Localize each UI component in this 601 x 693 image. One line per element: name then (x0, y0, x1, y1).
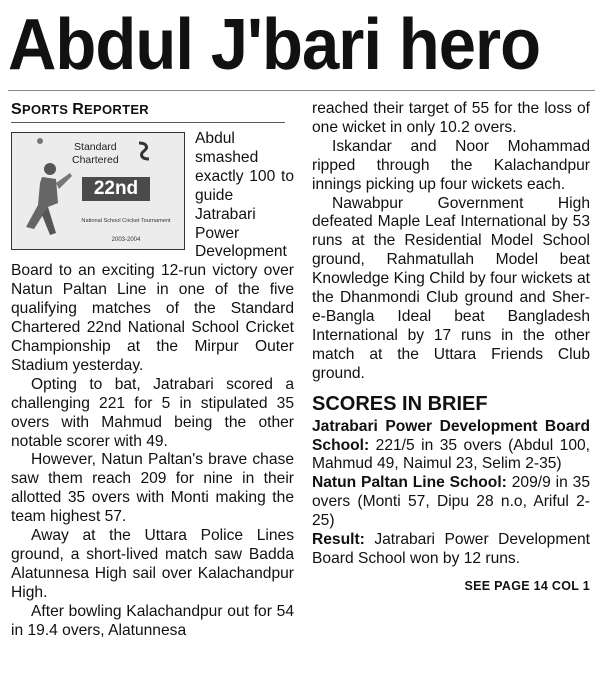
tournament-photo (11, 132, 185, 250)
scores-heading: SCORES IN BRIEF (312, 392, 488, 415)
team-2-score: 209/9 in 35 overs (Monti 57, Dipu 28 n.o, Ariful 2-25) (312, 474, 590, 530)
team-1-score: 221/5 in 35 overs (Abdul 100, Mahmud 49, Naimul 23, Selim 2-35) (312, 436, 590, 473)
team-1-name: Jatrabari Power Development Board School: (312, 417, 590, 454)
byline-initial-s: S (11, 101, 22, 118)
paragraph-6: reached their target of 55 for the loss of one wicket in only 10.2 overs. (312, 100, 590, 136)
byline (11, 100, 294, 120)
brand-line-1: Standard (74, 141, 117, 153)
result-text: Jatrabari Power Development Board School won by 12 runs. (312, 531, 590, 567)
paragraph-8: Nawabpur Government High defeated Maple Leaf International by 53 runs at the Residential Model School ground, Rahmatullah Model beat Knowledge King Child by four wickets at the Dhanmondi Club ground and Sher-e-Bangla Ideal beat Bangladesh International by 17 runs in the other match at the Uttara Friends Club ground. (312, 194, 590, 382)
paragraph-2: Opting to bat, Jatrabari scored a challenging 221 for 5 in stipulated 35 overs with Mahmud being the other notable scorer with 49. (11, 375, 294, 450)
team-2-name: Natun Paltan Line School: (312, 474, 507, 492)
event-caption: National School Cricket Tournament (81, 218, 171, 224)
paragraph-lead: Abdul smashed exactly 100 to guide Jatrabari Power Development Board to an exciting 12-run victory over Natun Paltan Line in one of the five qualifying matches of the Standard Chartered 22nd National School Cricket Championship at the Mirpur Outer Stadium yesterday. (11, 130, 294, 374)
event-years: 2003-2004 (111, 237, 141, 243)
result-label: Result: (312, 531, 365, 549)
headline-rule (8, 90, 595, 91)
paragraph-7: Iskandar and Noor Mohammad ripped through the Kalachandpur innings picking up four wickets each. (312, 137, 590, 193)
see-page-jump: SEE PAGE 14 COL 1 (464, 578, 590, 593)
paragraph-3: However, Natun Paltan's brave chase saw them reach 209 for nine in their allotted 35 overs with Monti making the team highest 57. (11, 451, 294, 526)
score-team-2 (312, 474, 590, 531)
scores-in-brief (312, 392, 590, 596)
article-column-2 (312, 100, 590, 596)
byline-rule (11, 122, 285, 123)
score-team-1 (312, 418, 590, 475)
score-result (312, 531, 590, 569)
sponsor-logo-icon (136, 141, 152, 161)
headline: Abdul J'bari hero (8, 5, 541, 85)
paragraph-4: Away at the Uttara Police Lines ground, a short-lived match saw Badda Alatunnesa High sail over Kalachandpur High. (11, 527, 294, 601)
edition-badge: 22nd (82, 177, 150, 201)
byline-initial-r: R (72, 101, 85, 118)
paragraph-5: After bowling Kalachandpur out for 54 in 19.4 overs, Alatunnesa (11, 602, 294, 639)
byline-eporter: EPORTER (84, 102, 149, 117)
byline-ports: PORTS (21, 102, 73, 117)
sponsor-name (72, 141, 119, 167)
article-column-1 (11, 100, 294, 640)
brand-line-2: Chartered (72, 154, 119, 166)
